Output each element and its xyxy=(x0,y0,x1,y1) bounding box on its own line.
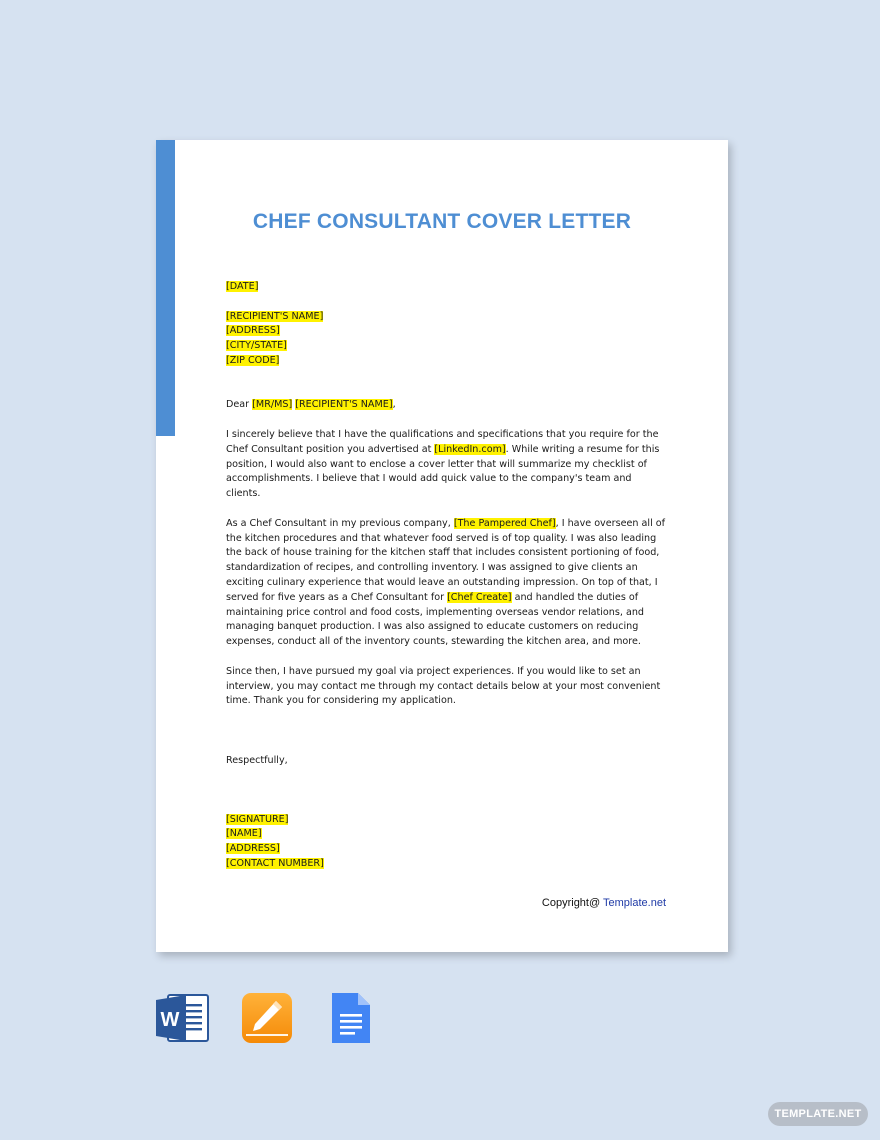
closing: Respectfully, xyxy=(226,754,288,766)
paragraph-3: Since then, I have pursued my goal via project experiences. If you would like to set an interview, you may contact me through my contact details below at your most convenient time. Thank you for considering my application. xyxy=(226,665,661,707)
recipient-name-line xyxy=(226,310,666,325)
pages-icon[interactable] xyxy=(240,992,294,1044)
word-icon-graphic xyxy=(156,992,210,1044)
docs-icon-graphic xyxy=(324,992,378,1044)
template-net-badge[interactable]: TEMPLATE.NET xyxy=(768,1102,868,1126)
paragraph-1: I sincerely believe that I have the qualifications and specifications that you require for the Chef Consultant position you advertised at [LinkedIn.com]. While writing a resume for this position, I would also want to enclose a cover letter that will summarize my checklist of accomplishments. I believe that I would add quick value to the company's team and clients. xyxy=(226,428,660,500)
city-state-line xyxy=(226,339,666,354)
copyright-notice: Copyright@ Template.net xyxy=(541,897,666,909)
zip-code-line xyxy=(226,354,666,369)
template-net-link[interactable]: Template.net xyxy=(603,897,666,909)
salutation-title-placeholder: [MR/MS] xyxy=(252,399,293,411)
company2-placeholder: [Chef Create] xyxy=(447,591,512,603)
city-state-placeholder: [CITY/STATE] xyxy=(226,340,287,352)
zip-code-placeholder: [ZIP CODE] xyxy=(226,354,280,366)
paragraph-2: As a Chef Consultant in my previous company, [The Pampered Chef], I have overseen all of the kitchen procedures and that whatever food served is of top quality. I was also leading the back of house training for the kitchen staff that includes consistent portioning of food, standardization of recipes, and controlling inventory. I was assigned to give clients an exciting culinary experience that would leave an outstanding impression. On top of that, I served for five years as a Chef Consultant for [Chef Create] and handled the duties of maintaining price control and food costs, implementing overseas vendor relations, and managing banquet production. I was also assigned to educate customers on reducing expenses, conduct all of the inventory counts, stewarding the kitchen area, and more. xyxy=(226,517,666,648)
sender-address-line xyxy=(226,842,666,857)
address-placeholder: [ADDRESS] xyxy=(226,325,280,337)
contact-number-placeholder: [CONTACT NUMBER] xyxy=(226,858,324,870)
signature-placeholder: [SIGNATURE] xyxy=(226,813,289,825)
signature-line xyxy=(226,813,666,828)
site-placeholder: [LinkedIn.com] xyxy=(434,443,506,455)
contact-number-line xyxy=(226,857,666,872)
word-icon[interactable] xyxy=(156,992,210,1044)
google-docs-icon[interactable] xyxy=(324,992,378,1044)
letter-body xyxy=(226,280,666,872)
name-placeholder: [NAME] xyxy=(226,828,262,840)
letter-page xyxy=(156,140,728,952)
format-icons xyxy=(156,992,378,1044)
date-line xyxy=(226,280,666,295)
company-placeholder: [The Pampered Chef] xyxy=(453,517,556,529)
salutation: Dear [MR/MS] [RECIPIENT'S NAME], xyxy=(226,399,396,411)
accent-bar xyxy=(156,140,175,436)
salutation-name-placeholder: [RECIPIENT'S NAME] xyxy=(295,399,393,411)
document-title: CHEF CONSULTANT COVER LETTER xyxy=(252,210,632,233)
svg-text:W: W xyxy=(160,1009,180,1031)
recipient-name-placeholder: [RECIPIENT'S NAME] xyxy=(226,310,324,322)
pages-icon-graphic xyxy=(240,992,294,1044)
address-line xyxy=(226,324,666,339)
name-line xyxy=(226,827,666,842)
date-placeholder: [DATE] xyxy=(226,281,259,292)
sender-address-placeholder: [ADDRESS] xyxy=(226,843,280,855)
